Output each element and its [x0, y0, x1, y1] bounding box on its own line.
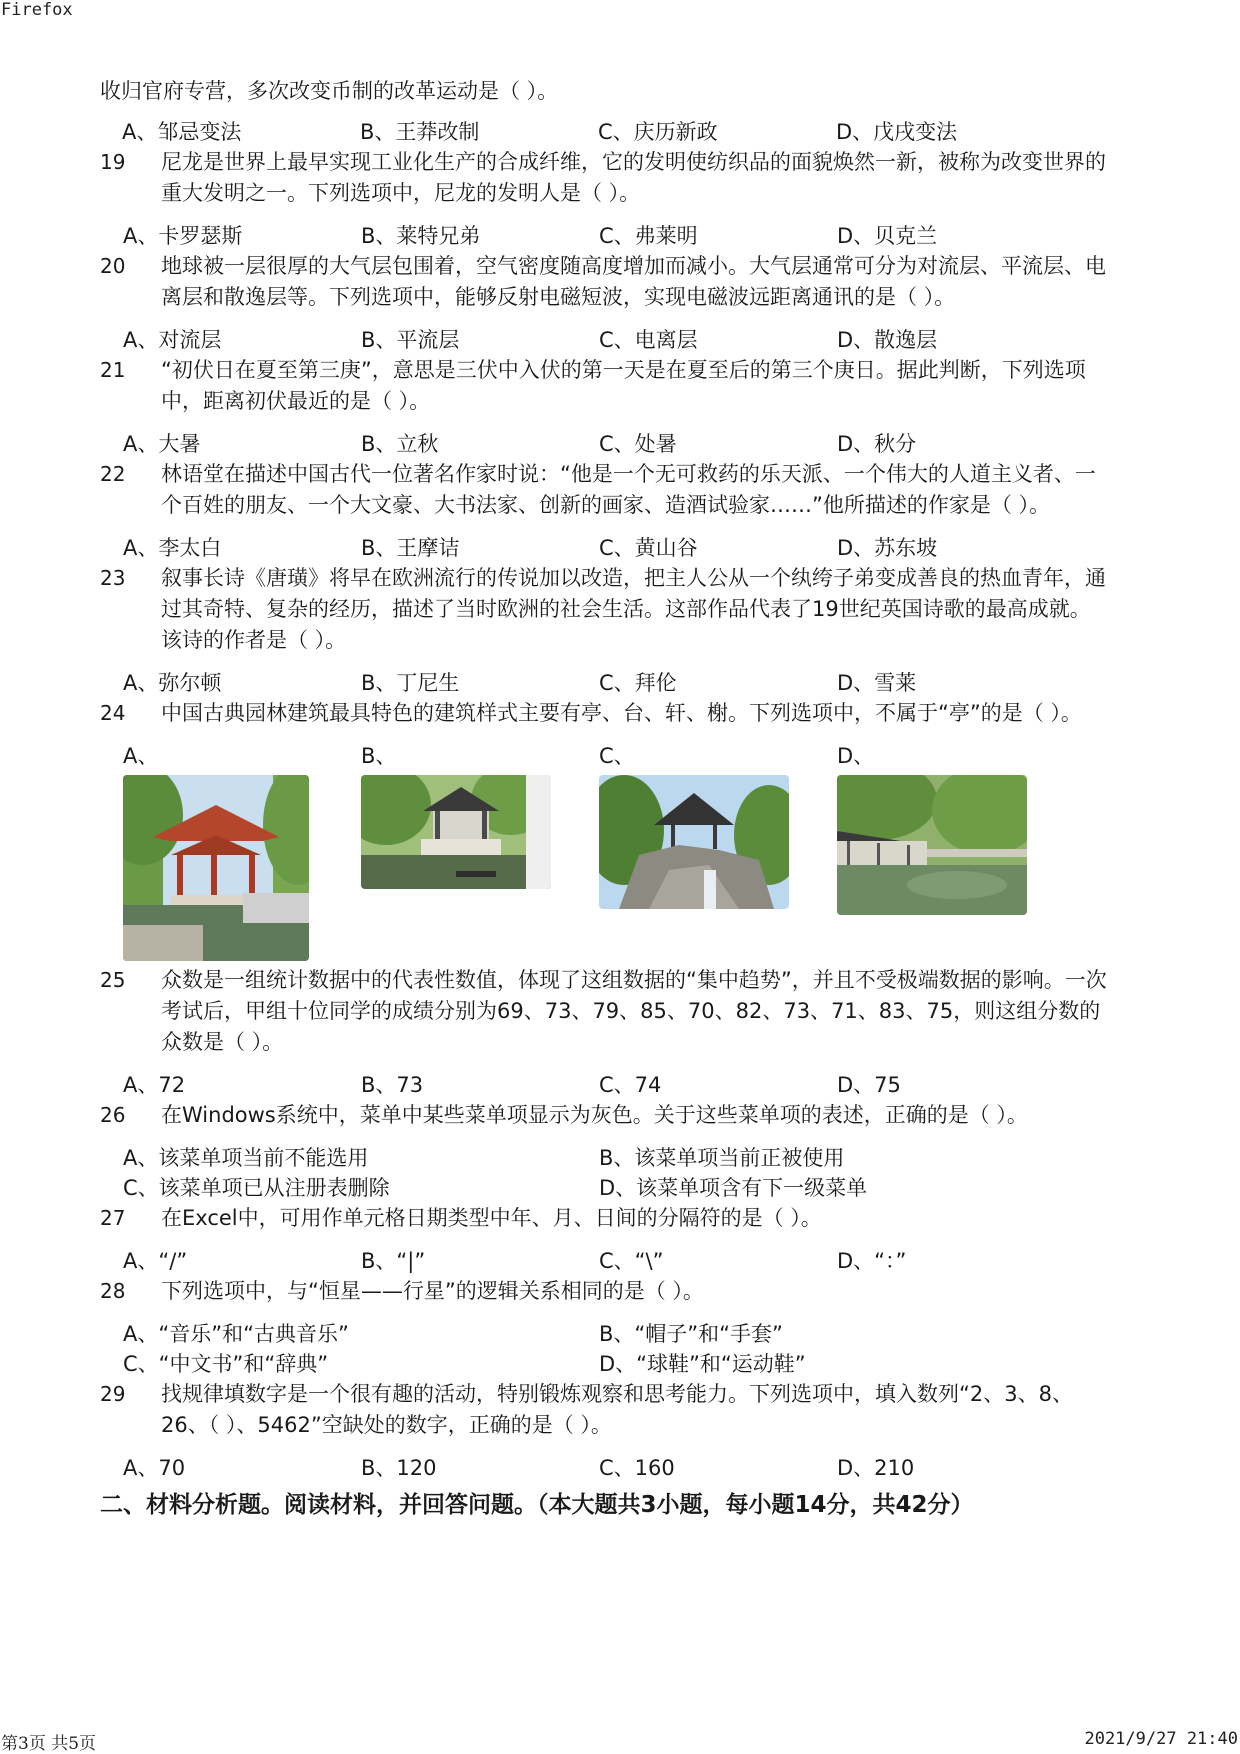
q20-options: [123, 325, 1110, 355]
q29-option-c: C、160: [599, 1456, 675, 1480]
question-number: 20: [100, 254, 126, 278]
q24-option-c: [599, 741, 837, 961]
q22-option-a: A、李太白: [123, 536, 222, 560]
question-22: [100, 459, 1110, 521]
q22-option-b: B、王摩诘: [361, 536, 460, 560]
q24-image-options: [123, 741, 1110, 961]
q28-option-c: C、“中文书”和“辞典”: [123, 1352, 329, 1376]
pavilion-photo-b: [361, 775, 551, 889]
q26-options: [123, 1143, 1110, 1203]
q28-option-d: D、“球鞋”和“运动鞋”: [599, 1352, 806, 1376]
question-number: 26: [100, 1103, 126, 1127]
option-label: A、: [123, 744, 159, 768]
question-number: 24: [100, 701, 126, 725]
q23-options: [123, 668, 1110, 698]
q20-option-d: D、散逸层: [837, 328, 938, 352]
section-2-title: 二、材料分析题。阅读材料，并回答问题。（本大题共3小题，每小题14分，共42分）: [100, 1492, 974, 1518]
q26-option-b: B、该菜单项当前正被使用: [599, 1146, 845, 1170]
q19-option-a: A、卡罗瑟斯: [123, 224, 243, 248]
question-number: 29: [100, 1382, 126, 1406]
q25-option-b: B、73: [361, 1073, 424, 1097]
question-stem: 众数是一组统计数据中的代表性数值，体现了这组数据的“集中趋势”，并且不受极端数据的影响。一次考试后，甲组十位同学的成绩分别为69、73、79、85、70、82、73、71、83、75，则这组分数的众数是（ ）。: [161, 968, 1107, 1054]
q21-option-d: D、秋分: [837, 432, 917, 456]
question-29: [100, 1379, 1110, 1441]
q23-option-a: A、弥尔顿: [123, 671, 222, 695]
question-stem: “初伏日在夏至第三庚”，意思是三伏中入伏的第一天是在夏至后的第三个庚日。据此判断，下列选项中，距离初伏最近的是（ ）。: [161, 358, 1086, 413]
q27-option-c: C、“\”: [599, 1249, 664, 1273]
q26-option-a: A、该菜单项当前不能选用: [123, 1146, 369, 1170]
question-26: [100, 1100, 1110, 1131]
q22-options: [123, 533, 1110, 563]
q28-option-b: B、“帽子”和“手套”: [599, 1322, 783, 1346]
q29-option-a: A、70: [123, 1456, 186, 1480]
browser-title: Firefox: [1, 0, 73, 20]
exam-content: [100, 76, 1110, 1525]
question-stem: 找规律填数字是一个很有趣的活动，特别锻炼观察和思考能力。下列选项中，填入数列“2、3、8、26、（ ）、5462”空缺处的数字，正确的是（ ）。: [161, 1382, 1073, 1437]
q26-option-c: C、该菜单项已从注册表删除: [123, 1176, 390, 1200]
q18-options: [122, 117, 1110, 147]
option-label: D、: [837, 744, 875, 768]
q27-option-b: B、“|”: [361, 1249, 426, 1273]
q21-option-b: B、立秋: [361, 432, 439, 456]
q27-options: [123, 1246, 1110, 1276]
q27-option-d: D、“：”: [837, 1249, 907, 1273]
q18-stem-tail: 收归官府专营，多次改变币制的改革运动是（ ）。: [100, 79, 559, 103]
question-24: [100, 698, 1110, 729]
question-20: [100, 251, 1110, 313]
q22-option-d: D、苏东坡: [837, 536, 938, 560]
q21-options: [123, 429, 1110, 459]
q24-option-b: [361, 741, 599, 961]
q24-option-d: [837, 741, 1075, 961]
q20-option-b: B、平流层: [361, 328, 460, 352]
option-label: C、: [599, 744, 635, 768]
print-timestamp: 2021/9/27 21:40: [1084, 1729, 1238, 1749]
q21-option-a: A、大暑: [123, 432, 201, 456]
q25-options: [123, 1070, 1110, 1100]
pavilion-photo-c: [599, 775, 789, 909]
question-number: 21: [100, 358, 126, 382]
q28-options: [123, 1319, 1110, 1379]
question-stem: 在Windows系统中，菜单中某些菜单项显示为灰色。关于这些菜单项的表述，正确的是（ ）。: [161, 1103, 1028, 1127]
option-label: B、: [361, 744, 397, 768]
pavilion-photo-a: [123, 775, 309, 961]
q23-option-b: B、丁尼生: [361, 671, 460, 695]
q19-option-b: B、莱特兄弟: [361, 224, 481, 248]
question-28: [100, 1276, 1110, 1307]
question-number: 19: [100, 150, 126, 174]
q25-option-d: D、75: [837, 1073, 901, 1097]
question-stem: 地球被一层很厚的大气层包围着，空气密度随高度增加而减小。大气层通常可分为对流层、平流层、电离层和散逸层等。下列选项中，能够反射电磁短波，实现电磁波远距离通讯的是（ ）。: [161, 254, 1106, 309]
waterside-pavilion-photo-d: [837, 775, 1027, 915]
question-stem: 下列选项中，与“恒星——行星”的逻辑关系相同的是（ ）。: [161, 1279, 704, 1303]
q19-options: [123, 221, 1110, 251]
question-stem: 叙事长诗《唐璜》将早在欧洲流行的传说加以改造，把主人公从一个纨绔子弟变成善良的热血青年，通过其奇特、复杂的经历，描述了当时欧洲的社会生活。这部作品代表了19世纪英国诗歌的最高成就。该诗的作者是（ ）。: [161, 566, 1106, 652]
q29-option-d: D、210: [837, 1456, 915, 1480]
q25-option-c: C、74: [599, 1073, 662, 1097]
q20-option-a: A、对流层: [123, 328, 222, 352]
question-stem: 中国古典园林建筑最具特色的建筑样式主要有亭、台、轩、榭。下列选项中，不属于“亭”的是（ ）。: [161, 701, 1082, 725]
question-stem: 林语堂在描述中国古代一位著名作家时说：“他是一个无可救药的乐天派、一个伟大的人道主义者、一个百姓的朋友、一个大文豪、大书法家、创新的画家、造酒试验家……”他所描述的作家是（ ）。: [161, 462, 1096, 517]
q27-option-a: A、“/”: [123, 1249, 188, 1273]
q18-option-b: B、王莽改制: [360, 120, 480, 144]
q29-option-b: B、120: [361, 1456, 437, 1480]
q23-option-c: C、拜伦: [599, 671, 677, 695]
page-indicator: 第3页 共5页: [1, 1734, 97, 1754]
question-number: 25: [100, 968, 126, 992]
question-stem: 在Excel中，可用作单元格日期类型中年、月、日间的分隔符的是（ ）。: [161, 1206, 822, 1230]
q29-options: [123, 1453, 1110, 1483]
question-25: [100, 965, 1110, 1058]
q19-option-c: C、弗莱明: [599, 224, 698, 248]
q23-option-d: D、雪莱: [837, 671, 917, 695]
q20-option-c: C、电离层: [599, 328, 698, 352]
question-number: 28: [100, 1279, 126, 1303]
question-number: 27: [100, 1206, 126, 1230]
question-number: 22: [100, 462, 126, 486]
q22-option-c: C、黄山谷: [599, 536, 698, 560]
question-21: [100, 355, 1110, 417]
question-27: [100, 1203, 1110, 1234]
q25-option-a: A、72: [123, 1073, 186, 1097]
question-number: 23: [100, 566, 126, 590]
q18-option-c: C、庆历新政: [598, 120, 718, 144]
question-19: [100, 147, 1110, 209]
q28-option-a: A、“音乐”和“古典音乐”: [123, 1322, 349, 1346]
question-23: [100, 563, 1110, 656]
q19-option-d: D、贝克兰: [837, 224, 938, 248]
q18-option-d: D、戊戌变法: [836, 120, 958, 144]
q21-option-c: C、处暑: [599, 432, 677, 456]
question-stem: 尼龙是世界上最早实现工业化生产的合成纤维，它的发明使纺织品的面貌焕然一新，被称为改变世界的重大发明之一。下列选项中，尼龙的发明人是（ ）。: [161, 150, 1106, 205]
q24-option-a: [123, 741, 361, 961]
q18-option-a: A、邹忌变法: [122, 120, 242, 144]
q26-option-d: D、该菜单项含有下一级菜单: [599, 1176, 868, 1200]
